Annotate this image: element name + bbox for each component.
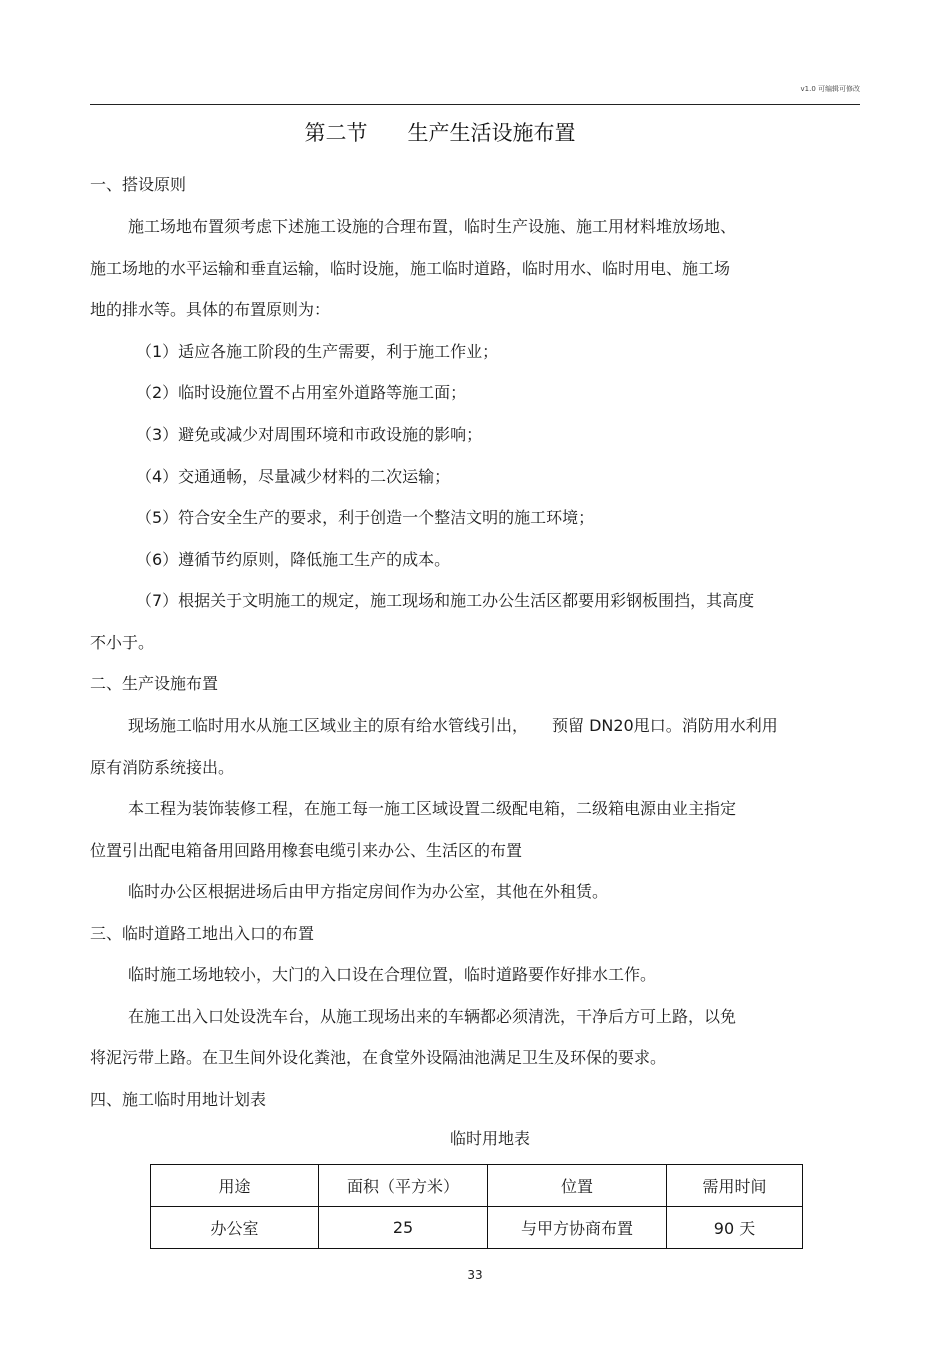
list-item: （6）遵循节约原则，降低施工生产的成本。 bbox=[136, 550, 451, 569]
paragraph-line: 现场施工临时用水从施工区域业主的原有给水管线引出， 预留 DN20甩口。消防用水利用 bbox=[128, 716, 778, 735]
header-divider bbox=[90, 104, 860, 105]
paragraph-line: 原有消防系统接出。 bbox=[90, 758, 235, 777]
table-cell: 25 bbox=[319, 1207, 488, 1249]
title-text: 生产生活设施布置 bbox=[407, 121, 576, 145]
paragraph-line: 地的排水等。具体的布置原则为： bbox=[90, 300, 331, 319]
table-header-row bbox=[151, 1165, 803, 1207]
paragraph-line: 施工场地布置须考虑下述施工设施的合理布置，临时生产设施、施工用材料堆放场地、 bbox=[128, 217, 737, 236]
page-number: 33 bbox=[467, 1268, 483, 1282]
list-item: （4）交通通畅，尽量减少材料的二次运输； bbox=[136, 467, 451, 486]
title-section-number: 第二节 bbox=[304, 121, 368, 145]
paragraph-line: 临时施工场地较小，大门的入口设在合理位置，临时道路要作好排水工作。 bbox=[128, 965, 657, 984]
paragraph-line: 施工场地的水平运输和垂直运输，临时设施，施工临时道路，临时用水、临时用电、施工场 bbox=[90, 259, 731, 278]
table-header-cell: 需用时间 bbox=[667, 1165, 803, 1207]
section-heading-3: 三、临时道路工地出入口的布置 bbox=[90, 924, 315, 943]
land-use-table bbox=[150, 1164, 803, 1249]
paragraph-line: 不小于。 bbox=[90, 633, 155, 652]
table-cell: 与甲方协商布置 bbox=[488, 1207, 667, 1249]
table-header-cell: 位置 bbox=[488, 1165, 667, 1207]
page-header-version-note: v1.0 可编辑可修改 bbox=[800, 85, 860, 93]
paragraph-line: 在施工出入口处设洗车台，从施工现场出来的车辆都必须清洗，干净后方可上路，以免 bbox=[128, 1007, 737, 1026]
section-heading-2: 二、生产设施布置 bbox=[90, 674, 219, 693]
paragraph-line: 位置引出配电箱备用回路用橡套电缆引来办公、生活区的布置 bbox=[90, 841, 523, 860]
section-heading-4: 四、施工临时用地计划表 bbox=[90, 1090, 267, 1109]
paragraph-line: 临时办公区根据进场后由甲方指定房间作为办公室，其他在外租赁。 bbox=[128, 882, 609, 901]
table-header-cell: 面积（平方米） bbox=[319, 1165, 488, 1207]
table-caption: 临时用地表 bbox=[449, 1129, 530, 1148]
table-cell: 90 天 bbox=[667, 1207, 803, 1249]
list-item: （5）符合安全生产的要求，利于创造一个整洁文明的施工环境； bbox=[136, 508, 595, 527]
section-heading-1: 一、搭设原则 bbox=[90, 175, 187, 194]
table-header-cell: 用途 bbox=[151, 1165, 319, 1207]
list-item: （2）临时设施位置不占用室外道路等施工面； bbox=[136, 383, 467, 402]
page-title bbox=[0, 117, 880, 147]
list-item: （3）避免或减少对周围环境和市政设施的影响； bbox=[136, 425, 483, 444]
list-item: （7）根据关于文明施工的规定，施工现场和施工办公生活区都要用彩钢板围挡，其高度 bbox=[136, 591, 755, 610]
table-row bbox=[151, 1207, 803, 1249]
list-item: （1）适应各施工阶段的生产需要，利于施工作业； bbox=[136, 342, 499, 361]
table-cell: 办公室 bbox=[151, 1207, 319, 1249]
paragraph-line: 将泥污带上路。在卫生间外设化粪池，在食堂外设隔油池满足卫生及环保的要求。 bbox=[90, 1048, 667, 1067]
paragraph-line: 本工程为装饰装修工程，在施工每一施工区域设置二级配电箱，二级箱电源由业主指定 bbox=[128, 799, 737, 818]
